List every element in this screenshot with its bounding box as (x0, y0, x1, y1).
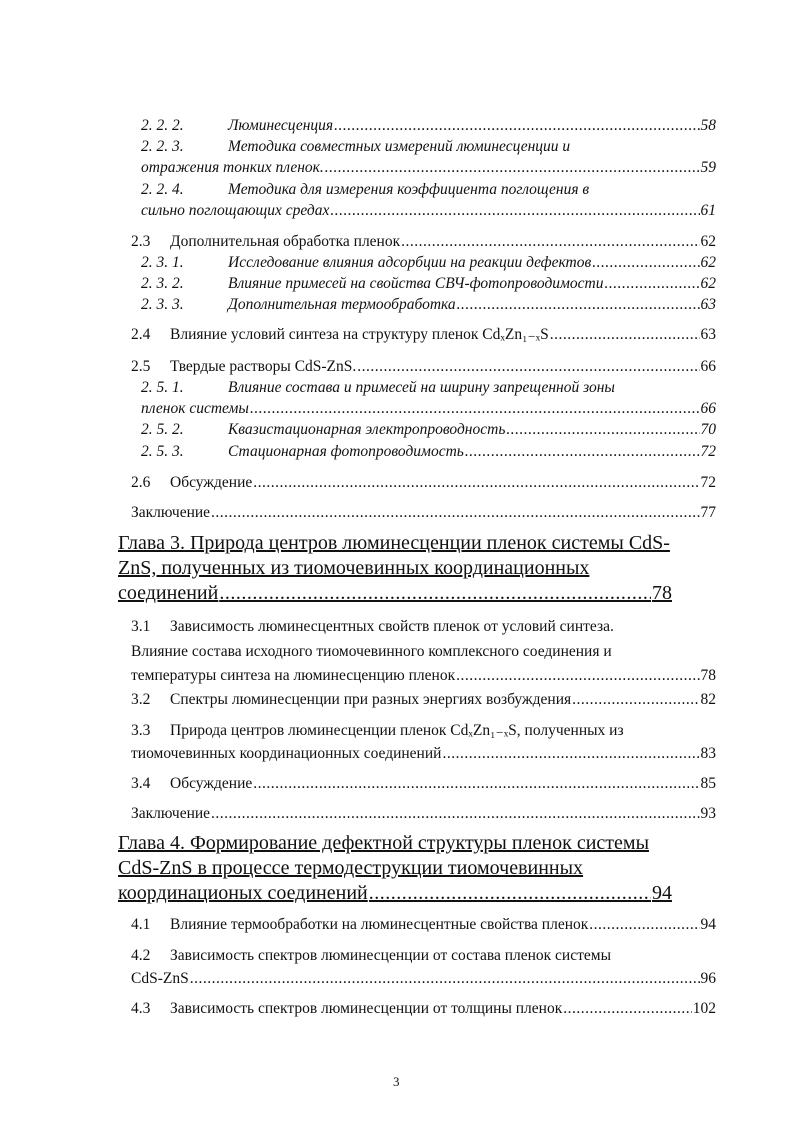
page-ref: 77 (700, 504, 716, 521)
toc-line[interactable] (131, 503, 716, 523)
toc-line[interactable] (131, 325, 716, 345)
toc-line[interactable] (141, 253, 716, 273)
toc-line[interactable] (118, 556, 589, 580)
entry-title: Глава 4. Формирование дефектной структуры пленок системы (118, 832, 650, 854)
page-ref: 61 (700, 202, 716, 219)
entry-title: сильно поглощающих средах (141, 202, 330, 219)
entry-number: 2. 3. 1. (141, 254, 184, 271)
page-ref: 85 (700, 775, 716, 792)
toc-line[interactable] (131, 473, 716, 493)
toc-line[interactable] (131, 617, 614, 637)
toc-line[interactable] (141, 399, 716, 419)
toc-line[interactable] (131, 721, 624, 741)
dot-leader (550, 325, 700, 345)
page-number: 3 (393, 1074, 400, 1089)
toc-line[interactable] (131, 804, 716, 824)
dot-leader (442, 744, 699, 764)
entry-title: Глава 3. Природа центров люминесценции пленок системы CdS- (118, 532, 670, 554)
entry-title: Квазистационарная электропроводность (228, 421, 506, 438)
page-ref: 94 (700, 916, 716, 933)
toc-line[interactable] (141, 295, 716, 315)
page-ref: 94 (652, 882, 672, 904)
entry-title: соединений (118, 582, 219, 604)
entry-title: Исследование влияния адсорбции на реакции дефектов (228, 254, 592, 271)
dot-leader (330, 201, 699, 221)
dot-leader (250, 399, 700, 419)
page-ref: 72 (700, 474, 716, 491)
dot-leader (325, 158, 700, 178)
entry-number: 2. 3. 2. (141, 275, 184, 292)
page-ref: 72 (700, 443, 716, 460)
toc-line[interactable] (118, 581, 672, 605)
entry-title: Природа центров люминесценции пленок CdₓZn₁₋ₓS, полученных из (170, 722, 624, 739)
entry-title: Люминесценция (228, 117, 334, 134)
entry-number: 2. 5. 2. (141, 421, 184, 438)
toc-line[interactable] (131, 999, 716, 1019)
entry-title: Дополнительная обработка пленок (170, 233, 401, 250)
toc-line[interactable] (131, 232, 716, 252)
toc-line[interactable] (141, 201, 716, 221)
page-ref: 62 (700, 233, 716, 250)
entry-title: Заключение (131, 504, 211, 521)
page-ref: 62 (700, 254, 716, 271)
page-ref: 59 (700, 159, 716, 176)
toc-line[interactable] (131, 969, 716, 989)
toc-line[interactable] (141, 442, 716, 462)
toc-line[interactable] (118, 881, 672, 905)
page-ref: 78 (652, 582, 672, 604)
dot-leader (605, 274, 700, 294)
entry-title: CdS-ZnS (131, 970, 189, 987)
entry-number: 4.1 (131, 916, 151, 933)
entry-title: Твердые растворы CdS-ZnS. (170, 358, 357, 375)
entry-title: пленок системы (141, 400, 249, 417)
toc-line[interactable] (131, 915, 716, 935)
page-ref: 82 (700, 691, 716, 708)
dot-leader (563, 999, 692, 1019)
dot-leader (357, 357, 699, 377)
page-ref: 58 (700, 117, 716, 134)
dot-leader (572, 690, 699, 710)
toc-line[interactable] (131, 357, 716, 377)
entry-number: 2.5 (131, 358, 151, 375)
toc-line[interactable] (131, 642, 612, 662)
entry-title: Влияние состава и примесей на ширину запрещенной зоны (228, 379, 615, 396)
entry-title: Влияние условий синтеза на структуру пленок CdₓZn₁₋ₓS (170, 326, 549, 343)
entry-number: 3.1 (131, 618, 151, 635)
entry-title: Стационарная фотопроводимость (228, 443, 464, 460)
toc-line[interactable] (118, 531, 670, 555)
toc-line[interactable] (141, 378, 615, 398)
entry-title: координационых соединений (118, 882, 368, 904)
entry-number: 2.4 (131, 326, 151, 343)
entry-title: температуры синтеза на люминесценцию пленок (131, 667, 456, 684)
entry-title: Дополнительная термообработка (228, 296, 456, 313)
toc-line[interactable] (141, 137, 570, 157)
entry-title: Влияние состава исходного тиомочевинного комплексного соединения и (131, 643, 612, 660)
entry-title: Зависимость спектров люминесценции от состава пленок системы (170, 947, 611, 964)
page-ref: 62 (700, 275, 716, 292)
toc-line[interactable] (131, 946, 611, 966)
entry-title: CdS-ZnS в процессе термодеструкции тиомочевинных (118, 857, 584, 879)
page-ref: 70 (700, 421, 716, 438)
page-ref: 93 (700, 805, 716, 822)
page-ref: 63 (700, 326, 716, 343)
entry-number: 2.6 (131, 474, 151, 491)
dot-leader (369, 881, 651, 905)
toc-line[interactable] (131, 666, 716, 686)
entry-number: 2. 3. 3. (141, 296, 184, 313)
page-ref: 63 (700, 296, 716, 313)
entry-title: Методика для измерения коэффициента поглощения в (228, 181, 590, 198)
entry-number: 3.4 (131, 775, 151, 792)
dot-leader (190, 969, 700, 989)
dot-leader (592, 253, 699, 273)
entry-number: 2. 5. 3. (141, 443, 184, 460)
toc-line[interactable] (118, 831, 649, 855)
entry-title: Методика совместных измерений люминесценции и (228, 138, 571, 155)
toc-line[interactable] (131, 690, 716, 710)
toc-line[interactable] (118, 856, 583, 880)
toc-line[interactable] (141, 158, 716, 178)
entry-title: ZnS, полученных из тиомочевинных координационных (118, 557, 590, 579)
page-ref: 78 (700, 667, 716, 684)
entry-title: Обсуждение (170, 474, 253, 491)
entry-number: 2. 5. 1. (141, 379, 184, 396)
page-ref: 66 (700, 400, 716, 417)
entry-title: отражения тонких пленок. (141, 159, 324, 176)
page-ref: 83 (700, 745, 716, 762)
entry-number: 4.3 (131, 1000, 151, 1017)
entry-title: Зависимость спектров люминесценции от толщины пленок (170, 1000, 563, 1017)
toc-line[interactable] (141, 116, 716, 136)
entry-number: 2. 2. 4. (141, 181, 184, 198)
entry-title: Заключение (131, 805, 211, 822)
toc-line[interactable] (131, 774, 716, 794)
dot-leader (506, 420, 699, 440)
entry-title: Спектры люминесценции при разных энергиях возбуждения (170, 691, 572, 708)
dot-leader (211, 503, 699, 523)
entry-number: 3.3 (131, 722, 151, 739)
toc-line[interactable] (141, 180, 589, 200)
dot-leader (401, 232, 699, 252)
entry-title: Влияние термообработки на люминесцентные свойства пленок (170, 916, 589, 933)
entry-number: 2.3 (131, 233, 151, 250)
dot-leader (219, 581, 651, 605)
entry-title: Зависимость люминесцентных свойств пленок от условий синтеза. (170, 618, 614, 635)
entry-number: 3.2 (131, 691, 151, 708)
page-ref: 66 (700, 358, 716, 375)
entry-title: тиомочевинных координационных соединений (131, 745, 442, 762)
entry-number: 2. 2. 2. (141, 117, 184, 134)
toc-line[interactable] (141, 420, 716, 440)
dot-leader (253, 473, 699, 493)
entry-number: 2. 2. 3. (141, 138, 184, 155)
dot-leader (465, 442, 700, 462)
toc-line[interactable] (141, 274, 716, 294)
dot-leader (457, 295, 700, 315)
entry-title: Обсуждение (170, 775, 253, 792)
page-ref: 102 (692, 1000, 716, 1017)
page-ref: 96 (700, 970, 716, 987)
dot-leader (253, 774, 699, 794)
dot-leader (456, 666, 699, 686)
entry-title: Влияние примесей на свойства СВЧ-фотопроводимости (228, 275, 604, 292)
dot-leader (334, 116, 699, 136)
dot-leader (211, 804, 699, 824)
entry-number: 4.2 (131, 947, 151, 964)
dot-leader (589, 915, 699, 935)
toc-line[interactable] (131, 744, 716, 764)
